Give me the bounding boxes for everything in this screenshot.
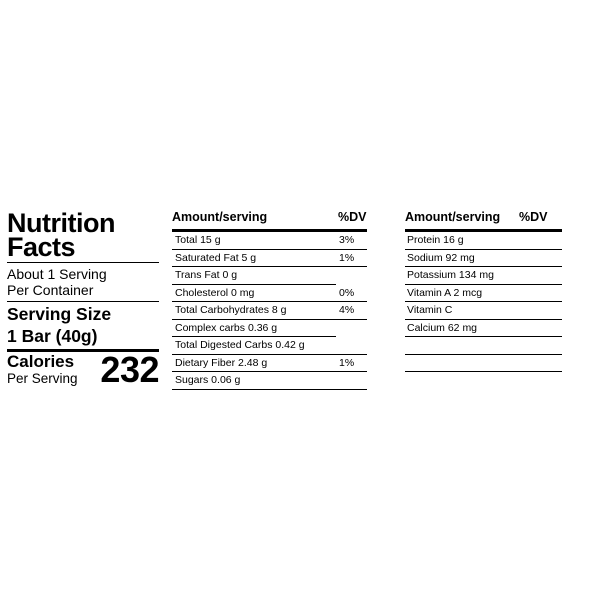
table-row (405, 285, 562, 303)
header-amount: Amount/serving (405, 210, 501, 224)
servings-line-2: Per Container (7, 282, 94, 298)
table-header (405, 210, 562, 227)
nutrient-name: Sodium 92 mg (407, 251, 475, 264)
title-line-1: Nutrition (7, 208, 115, 238)
nutrient-name: Complex carbs 0.36 g (175, 321, 278, 334)
table-header (172, 210, 367, 227)
servings-per-container (7, 266, 159, 298)
calories-block (7, 349, 159, 394)
nutrient-dv: 4% (339, 304, 355, 316)
calories-label: Calories (7, 352, 75, 371)
table-row (172, 302, 367, 320)
nutrient-name: Vitamin C (407, 304, 453, 316)
table-row (172, 372, 367, 390)
divider (7, 301, 159, 302)
table-row (172, 355, 367, 373)
table-row (405, 337, 562, 355)
header-amount: Amount/serving (172, 210, 268, 224)
nutrient-name: Trans Fat 0 g (175, 269, 238, 281)
table-row (172, 285, 367, 303)
table-row (172, 337, 367, 355)
nutrient-name: Total 15 g (175, 234, 221, 246)
divider (7, 262, 159, 263)
nutrient-dv: 1% (339, 251, 355, 264)
table-row (405, 267, 562, 285)
table-row (172, 267, 336, 285)
table-row (172, 232, 367, 250)
title-line-2: Facts (7, 232, 76, 262)
nutrient-table-secondary (405, 210, 562, 372)
header-dv: %DV (338, 210, 367, 224)
table-row (405, 320, 562, 338)
nutrient-dv: 3% (339, 234, 355, 246)
nutrient-dv: 1% (339, 356, 355, 369)
header-dv: %DV (519, 210, 548, 224)
nutrient-name: Total Digested Carbs 0.42 g (175, 339, 305, 351)
calories-value: 232 (100, 349, 159, 390)
nutrient-name: Saturated Fat 5 g (175, 251, 257, 264)
calories-sub-label: Per Serving (7, 371, 78, 386)
table-row (172, 250, 367, 268)
serving-size-label: Serving Size (7, 304, 112, 324)
nutrition-facts-panel (7, 208, 159, 394)
serving-size-value: 1 Bar (40g) (7, 326, 98, 346)
nutrient-name: Total Carbohydrates 8 g (175, 304, 287, 316)
table-row (405, 355, 562, 373)
nutrient-name: Calcium 62 mg (407, 321, 478, 334)
table-row (405, 232, 562, 250)
nutrient-name: Dietary Fiber 2.48 g (175, 356, 268, 369)
nutrition-facts-title (7, 208, 159, 262)
nutrient-name: Vitamin A 2 mcg (407, 286, 483, 299)
table-row (172, 320, 336, 338)
nutrient-dv: 0% (339, 286, 355, 299)
table-row (405, 250, 562, 268)
nutrient-name: Cholesterol 0 mg (175, 286, 255, 299)
nutrient-name: Protein 16 g (407, 234, 464, 246)
table-row (405, 302, 562, 320)
nutrient-table-main (172, 210, 367, 390)
nutrient-name: Potassium 134 mg (407, 269, 494, 281)
nutrient-name: Sugars 0.06 g (175, 374, 241, 386)
servings-line-1: About 1 Serving (7, 266, 107, 282)
